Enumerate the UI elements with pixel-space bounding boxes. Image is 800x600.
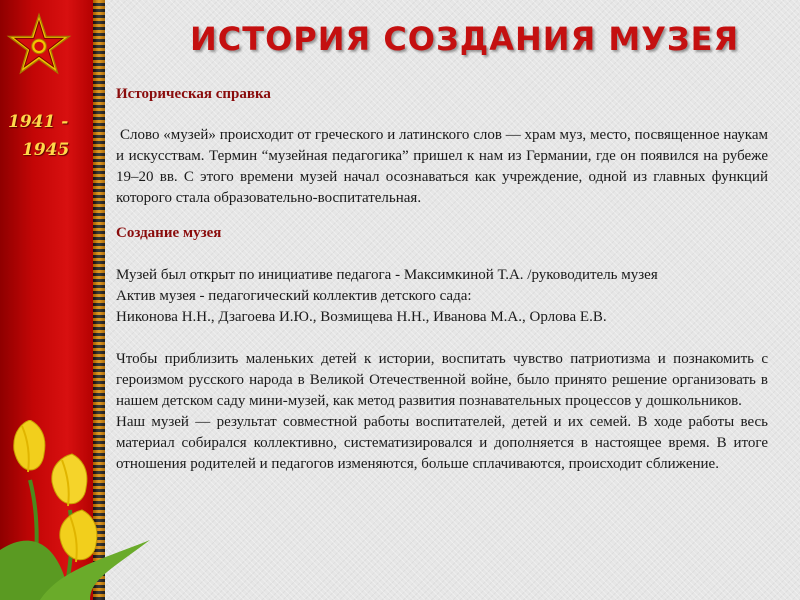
years-label (8, 108, 69, 164)
section-heading-creation: Создание музея (116, 225, 222, 241)
year-end: 1945 (22, 140, 70, 160)
history-paragraph: Слово «музей» происходит от греческого и латинского слов — храм муз, место, посвященное наукам и искусствам. Термин “музейная педагогика” пришел к нам из Германии, где он появился на рубеже 19–20 вв. С этого времени музей начал осознаваться как учреждение, одной из главных функций которого стала образовательно-воспитательная. (116, 127, 768, 206)
members-line: Никонова Н.Н., Дзагоева И.Ю., Возмищева Н.Н., Иванова М.А., Орлова Е.В. (116, 309, 607, 325)
year-start: 1941 - (8, 112, 69, 132)
order-star-icon (6, 12, 72, 78)
team-line: Актив музея - педагогический коллектив детского сада: (116, 288, 472, 304)
founder-line: Музей был открыт по инициативе педагога - Максимкиной Т.А. /руководитель музея (116, 267, 658, 283)
purpose-paragraph: Чтобы приблизить маленьких детей к истории, воспитать чувство патриотизма и познакомить с героизмом русского народа в Великой Отечественной войне, было принято решение организовать в нашем детском саду мини-музей, как метод развития познавательных процессов у дошкольников. (116, 351, 768, 409)
section-heading-history: Историческая справка (116, 86, 271, 102)
result-paragraph: Наш музей — результат совместной работы воспитателей, детей и их семей. В ходе работы весь материал собирался коллективно, систематизировался и дополняется в настоящее время. В итоге отношения родителей и педагогов изменяются, больше сплачиваются, происходит сближение. (116, 414, 768, 472)
main-content (116, 84, 768, 475)
page-title: ИСТОРИЯ СОЗДАНИЯ МУЗЕЯ (190, 20, 740, 58)
